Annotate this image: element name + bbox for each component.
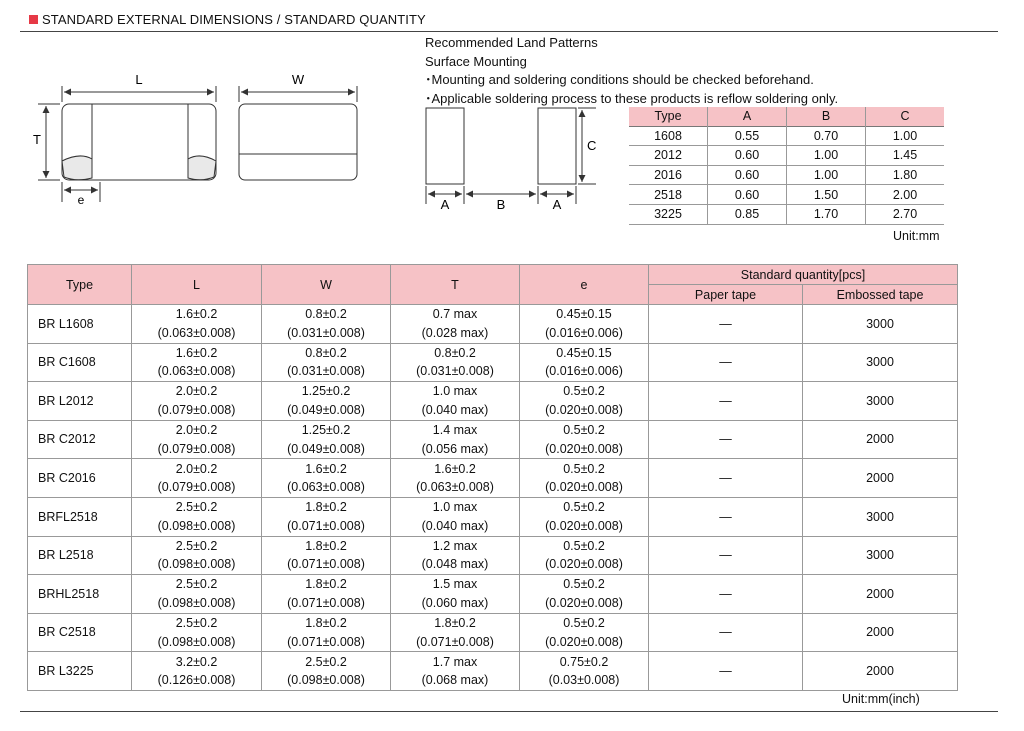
paper-tape-cell [649,305,803,344]
e-cell-inch: (0.016±0.006) [545,325,623,340]
column-header-T: T [391,265,520,305]
paper-tape-cell-value: — [719,663,732,678]
e-cell-mm: 0.5±0.2 [563,423,605,438]
W-cell-inch: (0.071±0.008) [287,518,365,533]
W-cell-mm: 0.8±0.2 [305,345,347,360]
W-cell-mm: 1.8±0.2 [305,538,347,553]
T-cell-inch: (0.071±0.008) [416,634,494,649]
table-row [28,305,958,344]
type-cell [28,382,132,421]
column-header-type: Type [28,265,132,305]
L-cell [132,459,262,498]
L-cell-mm: 2.0±0.2 [175,384,218,399]
table-cell: 2518 [654,187,682,202]
L-cell [132,420,262,459]
T-cell-inch: (0.060 max) [421,595,489,610]
table-cell: 0.60 [708,165,787,185]
type-cell [28,575,132,614]
e-cell-mm: 0.45±0.15 [556,307,612,322]
L-cell-inch: (0.079±0.008) [157,441,236,456]
L-cell-inch: (0.079±0.008) [157,402,236,417]
W-cell-mm: 1.8±0.2 [305,616,347,631]
embossed-tape-cell-value: 3000 [866,393,894,408]
table-row [629,204,944,224]
e-cell [520,575,649,614]
W-cell [262,613,391,652]
column-header: C [866,107,945,126]
dim-label-e: e [77,193,85,207]
type-cell-value: BR C2518 [38,625,96,640]
T-cell [391,305,520,344]
W-cell [262,652,391,691]
land-pattern-table [629,107,944,225]
W-cell-inch: (0.071±0.008) [287,634,365,649]
e-cell-mm: 0.5±0.2 [563,616,605,631]
T-cell [391,420,520,459]
T-cell [391,459,520,498]
W-cell [262,420,391,459]
T-cell-inch: (0.040 max) [421,518,489,533]
red-square-icon [29,15,38,24]
L-cell-inch: (0.098±0.008) [157,557,236,572]
type-cell-value: BR L1608 [38,316,94,331]
dim-label-A: A [440,197,450,212]
W-cell-inch: (0.031±0.008) [287,364,365,379]
table-row [28,652,958,691]
type-cell-value: BR L2518 [38,548,94,563]
W-cell [262,459,391,498]
column-header-paper-tape: Paper tape [649,285,803,305]
paper-tape-cell-value: — [719,470,732,485]
embossed-tape-cell [803,382,958,421]
L-cell-mm: 2.5±0.2 [175,616,218,631]
land-pattern-notes [425,34,838,108]
embossed-tape-cell [803,343,958,382]
paper-tape-cell [649,382,803,421]
component-side-view [62,104,216,180]
L-cell-inch: (0.079±0.008) [157,480,236,495]
e-cell [520,613,649,652]
component-top-view [239,104,357,180]
dim-label-B: B [496,197,506,212]
dim-label-W: W [291,72,305,87]
W-cell-inch: (0.063±0.008) [287,480,365,495]
embossed-tape-cell [803,420,958,459]
embossed-tape-cell [803,652,958,691]
L-cell [132,382,262,421]
column-header-e: e [520,265,649,305]
T-cell-inch: (0.068 max) [421,673,489,688]
T-cell [391,343,520,382]
embossed-tape-cell-value: 3000 [866,509,894,524]
L-cell [132,497,262,536]
land-pad-left [426,108,464,184]
column-header-standard-quantity: Standard quantity[pcs] [649,265,958,285]
paper-tape-cell-value: — [719,432,732,447]
top-rule [20,31,998,32]
type-cell-value: BR C2016 [38,470,96,485]
paper-tape-cell-value: — [719,316,732,331]
W-cell-mm: 1.6±0.2 [305,461,347,476]
paper-tape-cell-value: — [719,625,732,640]
paper-tape-cell-value: — [719,548,732,563]
note-line: ･Applicable soldering process to these products is reflow soldering only. [425,90,839,106]
L-cell-mm: 3.2±0.2 [175,654,218,669]
e-cell [520,652,649,691]
embossed-tape-cell-value: 2000 [866,625,894,640]
W-cell-inch: (0.071±0.008) [287,595,365,610]
table-row [28,343,958,382]
T-cell-mm: 1.7 max [432,654,478,669]
W-cell-inch: (0.049±0.008) [287,402,365,417]
e-cell-inch: (0.03±0.008) [548,673,620,688]
e-cell-mm: 0.75±0.2 [559,654,609,669]
paper-tape-cell-value: — [719,586,732,601]
section-header [29,12,426,27]
W-cell [262,343,391,382]
embossed-tape-cell [803,536,958,575]
L-cell [132,343,262,382]
W-cell [262,536,391,575]
e-cell-inch: (0.016±0.006) [545,364,623,379]
e-cell-inch: (0.020±0.008) [545,557,623,572]
W-cell [262,305,391,344]
T-cell-mm: 1.6±0.2 [434,461,476,476]
paper-tape-cell [649,613,803,652]
L-cell-inch: (0.063±0.008) [157,325,236,340]
table-cell: 2.70 [866,204,945,224]
type-cell [28,652,132,691]
T-cell-mm: 0.7 max [432,307,478,322]
embossed-tape-cell-value: 2000 [866,663,894,678]
dim-label-T: T [33,132,41,147]
W-cell [262,497,391,536]
L-cell-mm: 2.5±0.2 [175,577,218,592]
table-header-row [28,265,958,285]
type-cell [28,305,132,344]
embossed-tape-cell-value: 3000 [866,355,894,370]
L-cell [132,575,262,614]
table-cell: 2012 [654,148,682,163]
W-cell-mm: 1.8±0.2 [305,577,347,592]
T-cell [391,652,520,691]
paper-tape-cell [649,497,803,536]
W-cell-mm: 0.8±0.2 [305,307,347,322]
table-cell: 1.80 [866,165,945,185]
type-cell-value: BR C1608 [38,355,96,370]
component-dimension-diagram [28,64,368,214]
e-cell-mm: 0.5±0.2 [563,500,605,515]
L-cell-mm: 1.6±0.2 [175,345,218,360]
embossed-tape-cell-value: 3000 [866,316,894,331]
column-header: B [787,107,866,126]
dim-label-L: L [135,72,143,87]
type-cell-value: BRFL2518 [38,509,98,524]
W-cell-inch: (0.071±0.008) [287,557,365,572]
column-header-L: L [132,265,262,305]
e-cell [520,497,649,536]
W-cell-mm: 2.5±0.2 [305,654,347,669]
W-cell [262,575,391,614]
type-cell-value: BR L2012 [38,393,94,408]
L-cell-mm: 2.0±0.2 [175,423,218,438]
T-cell [391,382,520,421]
L-cell-mm: 2.0±0.2 [175,461,218,476]
type-cell-value: BRHL2518 [38,586,100,601]
type-cell-value: BR L3225 [38,663,94,678]
e-cell [520,459,649,498]
table-cell: 1.00 [866,126,945,146]
embossed-tape-cell [803,613,958,652]
L-cell [132,305,262,344]
T-cell-mm: 1.0 max [432,500,478,515]
table-cell: 2.00 [866,185,945,205]
T-cell-inch: (0.056 max) [421,441,489,456]
paper-tape-cell [649,536,803,575]
table-row [28,497,958,536]
note-line: ･Mounting and soldering conditions should be checked beforehand. [425,72,814,87]
L-cell-mm: 2.5±0.2 [175,500,218,515]
e-cell-mm: 0.45±0.15 [556,345,612,360]
table-row [629,146,944,166]
T-cell-mm: 1.0 max [432,384,478,399]
T-cell-mm: 1.4 max [432,423,478,438]
e-cell-inch: (0.020±0.008) [545,595,623,610]
dim-label-A: A [552,197,562,212]
land-pattern-diagram [418,100,608,215]
W-cell-mm: 1.25±0.2 [301,384,351,399]
W-cell-mm: 1.8±0.2 [305,500,347,515]
e-cell-mm: 0.5±0.2 [563,577,605,592]
embossed-tape-cell-value: 2000 [866,470,894,485]
T-cell [391,536,520,575]
type-cell [28,497,132,536]
T-cell-inch: (0.063±0.008) [416,480,494,495]
T-cell [391,575,520,614]
table-row [28,575,958,614]
paper-tape-cell [649,575,803,614]
dimensions-table [27,264,958,691]
embossed-tape-cell-value: 2000 [866,586,894,601]
L-cell-inch: (0.126±0.008) [157,673,236,688]
column-header: A [708,107,787,126]
table-cell: 0.70 [787,126,866,146]
table-header-row [629,107,944,126]
type-cell [28,459,132,498]
embossed-tape-cell [803,575,958,614]
table-cell: 0.85 [708,204,787,224]
land-pattern-subtitle: Surface Mounting [425,53,527,69]
land-pattern-title: Recommended Land Patterns [425,35,598,50]
type-cell [28,420,132,459]
T-cell [391,497,520,536]
W-cell-mm: 1.25±0.2 [301,423,351,438]
table-row [629,185,944,205]
L-cell [132,652,262,691]
L-cell-inch: (0.063±0.008) [157,364,236,379]
T-cell-inch: (0.028 max) [421,325,489,340]
e-cell-inch: (0.020±0.008) [545,634,623,649]
T-cell-mm: 1.5 max [432,577,478,592]
e-cell [520,343,649,382]
table-cell: 1608 [654,128,682,143]
embossed-tape-cell [803,459,958,498]
paper-tape-cell [649,420,803,459]
embossed-tape-cell-value: 2000 [866,432,894,447]
table-row [28,459,958,498]
table-cell: 1.70 [787,204,866,224]
dim-label-C: C [587,138,597,153]
table-cell: 1.45 [866,146,945,166]
embossed-tape-cell-value: 3000 [866,548,894,563]
type-cell [28,343,132,382]
W-cell-inch: (0.098±0.008) [287,673,365,688]
paper-tape-cell [649,652,803,691]
table-cell: 3225 [654,207,682,222]
type-cell [28,613,132,652]
embossed-tape-cell [803,305,958,344]
e-cell [520,420,649,459]
table-cell: 1.00 [787,146,866,166]
land-pad-right [538,108,576,184]
paper-tape-cell-value: — [719,509,732,524]
table-row [28,420,958,459]
W-cell-inch: (0.031±0.008) [287,325,365,340]
W-cell [262,382,391,421]
type-cell [28,536,132,575]
column-header-embossed-tape: Embossed tape [803,285,958,305]
paper-tape-cell-value: — [719,393,732,408]
land-unit-label: Unit:mm [893,229,940,243]
paper-tape-cell-value: — [719,355,732,370]
T-cell-inch: (0.031±0.008) [416,364,494,379]
e-cell-mm: 0.5±0.2 [563,461,605,476]
L-cell-mm: 2.5±0.2 [175,538,218,553]
table-row [28,536,958,575]
e-cell-inch: (0.020±0.008) [545,518,623,533]
L-cell-mm: 1.6±0.2 [175,307,218,322]
T-cell-mm: 1.8±0.2 [434,616,476,631]
e-cell-inch: (0.020±0.008) [545,480,623,495]
bottom-rule [20,711,998,712]
e-cell-mm: 0.5±0.2 [563,538,605,553]
T-cell-inch: (0.040 max) [421,402,489,417]
e-cell-mm: 0.5±0.2 [563,384,605,399]
e-cell-inch: (0.020±0.008) [545,441,623,456]
L-cell [132,613,262,652]
L-cell-inch: (0.098±0.008) [157,634,236,649]
T-cell-inch: (0.048 max) [421,557,489,572]
column-header-W: W [262,265,391,305]
embossed-tape-cell [803,497,958,536]
paper-tape-cell [649,459,803,498]
table-cell: 0.60 [708,146,787,166]
table-cell: 1.50 [787,185,866,205]
L-cell-inch: (0.098±0.008) [157,595,236,610]
e-cell [520,382,649,421]
e-cell-inch: (0.020±0.008) [545,402,623,417]
column-header: Type [629,107,708,126]
table-row [28,382,958,421]
L-cell [132,536,262,575]
e-cell [520,536,649,575]
T-cell [391,613,520,652]
section-title: STANDARD EXTERNAL DIMENSIONS / STANDARD QUANTITY [42,12,426,27]
T-cell-mm: 0.8±0.2 [434,345,476,360]
paper-tape-cell [649,343,803,382]
table-row [629,165,944,185]
e-cell [520,305,649,344]
table-cell: 1.00 [787,165,866,185]
table-cell: 0.60 [708,185,787,205]
T-cell-mm: 1.2 max [432,538,478,553]
type-cell-value: BR C2012 [38,432,96,447]
table-cell: 0.55 [708,126,787,146]
dims-unit-label: Unit:mm(inch) [842,692,920,706]
table-row [629,126,944,146]
table-cell: 2016 [654,168,682,183]
table-row [28,613,958,652]
L-cell-inch: (0.098±0.008) [157,518,236,533]
W-cell-inch: (0.049±0.008) [287,441,365,456]
